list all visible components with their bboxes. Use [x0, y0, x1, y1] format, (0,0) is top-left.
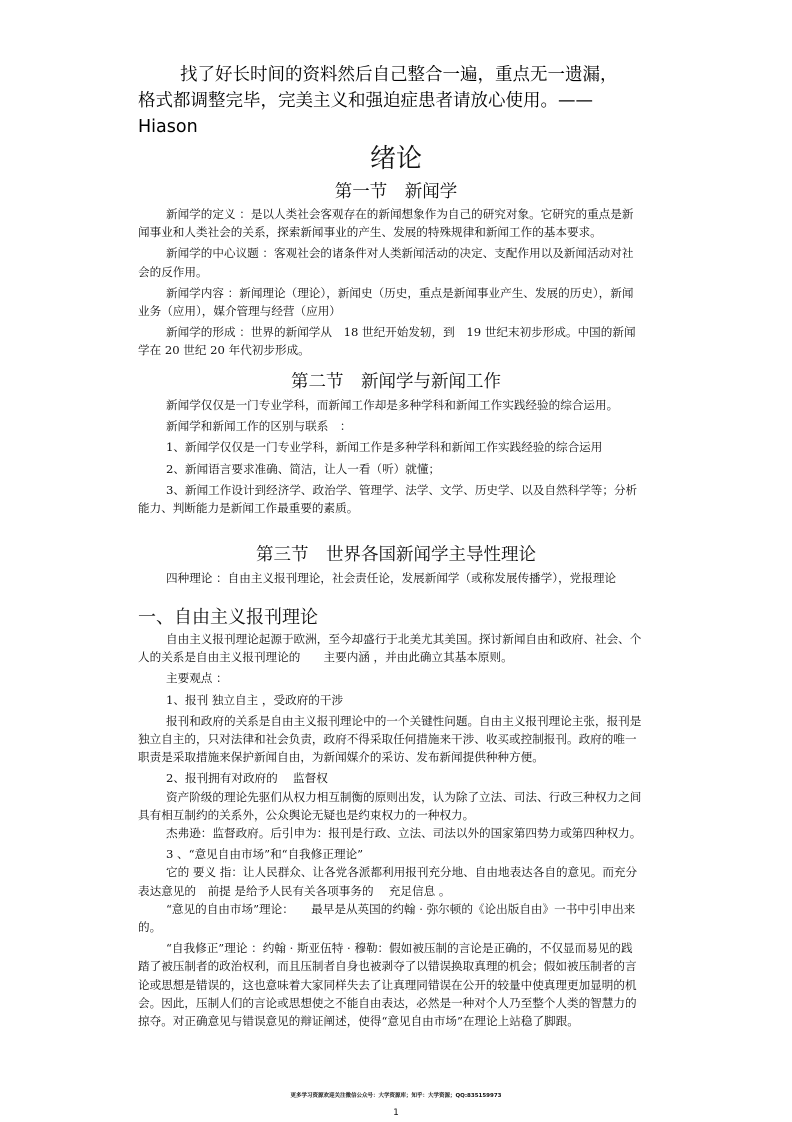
intro-note [138, 62, 638, 140]
intro-line-1: 找了好长时间的资料然后自己整合一遍，重点无一遗漏， [180, 65, 618, 85]
paragraph: “意见的自由市场”理论： 最早是从英国的约翰 · 弥尔顿的《论出版自由》一书中引申出来的。 [138, 901, 636, 935]
paragraph: 主要观点 ： [166, 671, 228, 686]
section-2-body [138, 396, 643, 517]
paragraph: 报刊和政府的关系是自由主义报刊理论中的一个关键性问题。自由主义报刊理论主张，报刊是独立自主的，只对法律和社会负责，政府不得采取任何措施来干涉、收买或控制报刊。政府的唯一职责是采取措施来保护新闻自由，为新闻媒介的采访、发布新闻提供种种方便。 [138, 713, 642, 765]
section-1-heading: 第一节 新闻学 [334, 182, 458, 202]
page-number: 1 [393, 1108, 399, 1118]
intro-line-3: Hiason [138, 117, 198, 137]
paragraph: 2、报刊拥有对政府的 监督权 [166, 771, 328, 786]
paragraph: 新闻学的中心议题 ：客观社会的诸条件对人类新闻活动的决定、支配作用以及新闻活动对社会的反作用。 [138, 246, 634, 279]
section-3-heading: 第三节 世界各国新闻学主导性理论 [256, 545, 536, 565]
paragraph: “自我修正”理论 ：约翰 · 斯亚伍特 · 穆勒：假如被压制的言论是正确的，不仅显而易见的践踏了被压制者的政治权利，而且压制者自身也被剥夺了以错误换取真理的机会；假如被压制者的言论或思想是错误的，这也意味着大家同样失去了让真理同错误在公开的较量中使真理更加显明的机会。因此，压制人们的言论或思想使之不能自由表达，必然是一种对个人乃至整个人类的智慧力的掠夺。对正确意见与错误意见的辩证阐述，使得“意见自由市场”在理论上站稳了脚跟。 [138, 941, 637, 1029]
paragraph: 资产阶级的理论先驱们从权力相互制衡的原则出发，认为除了立法、司法、行政三种权力之间具有相互制约的关系外，公众舆论无疑也是约束权力的一种权力。 [138, 789, 642, 822]
paragraph: 新闻学仅仅是一门专业学科，而新闻工作却是多种学科和新闻工作实践经验的综合运用。 [166, 398, 619, 412]
section-1-body [138, 205, 643, 360]
part-1-heading: 一、自由主义报刊理论 [138, 607, 318, 628]
paragraph: 3 、“意见自由市场”和“自我修正理论” [166, 847, 364, 862]
page-title: 绪论 [369, 144, 422, 174]
paragraph: 杰弗逊：监督政府。后引申为：报刊是行政、立法、司法以外的国家第四势力或第四种权力。 [166, 826, 642, 841]
paragraph: 新闻学的形成 ：世界的新闻学从 18 世纪开始发轫，到 19 世纪末初步形成。中国的新闻学在 20 世纪 20 年代初步形成。 [138, 325, 636, 358]
paragraph: 新闻学和新闻工作的区别与联系 ： [166, 419, 352, 434]
paragraph: 新闻学的定义 ：是以人类社会客观存在的新闻想象作为自己的研究对象。它研究的重点是新闻事业和人类社会的关系，探索新闻事业的产生、发展的特殊规律和新闻工作的基本要求。 [138, 207, 634, 240]
paragraph: 自由主义报刊理论起源于欧洲，至今却盛行于北美尤其美国。探讨新闻自由和政府、社会、个人的关系是自由主义报刊理论的 主要内涵 ，并由此确立其基本原则。 [138, 632, 642, 665]
paragraph: 四种理论 ：自由主义报刊理论，社会责任论，发展新闻学（或称发展传播学），党报理论 [166, 571, 617, 585]
paragraph: 新闻学内容 ：新闻理论（理论），新闻史（历史，重点是新闻事业产生、发展的历史），新闻业务（应用），媒介管理与经营（应用） [138, 285, 634, 319]
paragraph: 1、报刊 独立自主 ，受政府的干涉 [166, 692, 344, 707]
paragraph: 2、新闻语言要求准确、简洁，让人一看（听）就懂； [166, 461, 441, 476]
intro-line-2: 格式都调整完毕，完美主义和强迫症患者请放心使用。—— [138, 91, 593, 111]
paragraph: 它的 要义 指：让人民群众、让各党各派都利用报刊充分地、自由地表达各自的意见。而充分表达意见的 前提 是给予人民有关各项事务的 充足信息 。 [138, 865, 638, 898]
section-3-body [138, 569, 643, 587]
footer-note: 更多学习资源欢迎关注微信公众号：大学资源库；知乎：大学资源；QQ:835159973 [290, 1093, 502, 1099]
section-2-heading: 第二节 新闻学与新闻工作 [291, 372, 501, 392]
paragraph: 1、新闻学仅仅是一门专业学科，新闻工作是多种学科和新闻工作实践经验的综合运用 [166, 440, 603, 455]
paragraph: 3、新闻工作设计到经济学、政治学、管理学、法学、文学、历史学、以及自然科学等；分析能力、判断能力是新闻工作最重要的素质。 [138, 482, 638, 516]
part-1-body [138, 630, 643, 1030]
